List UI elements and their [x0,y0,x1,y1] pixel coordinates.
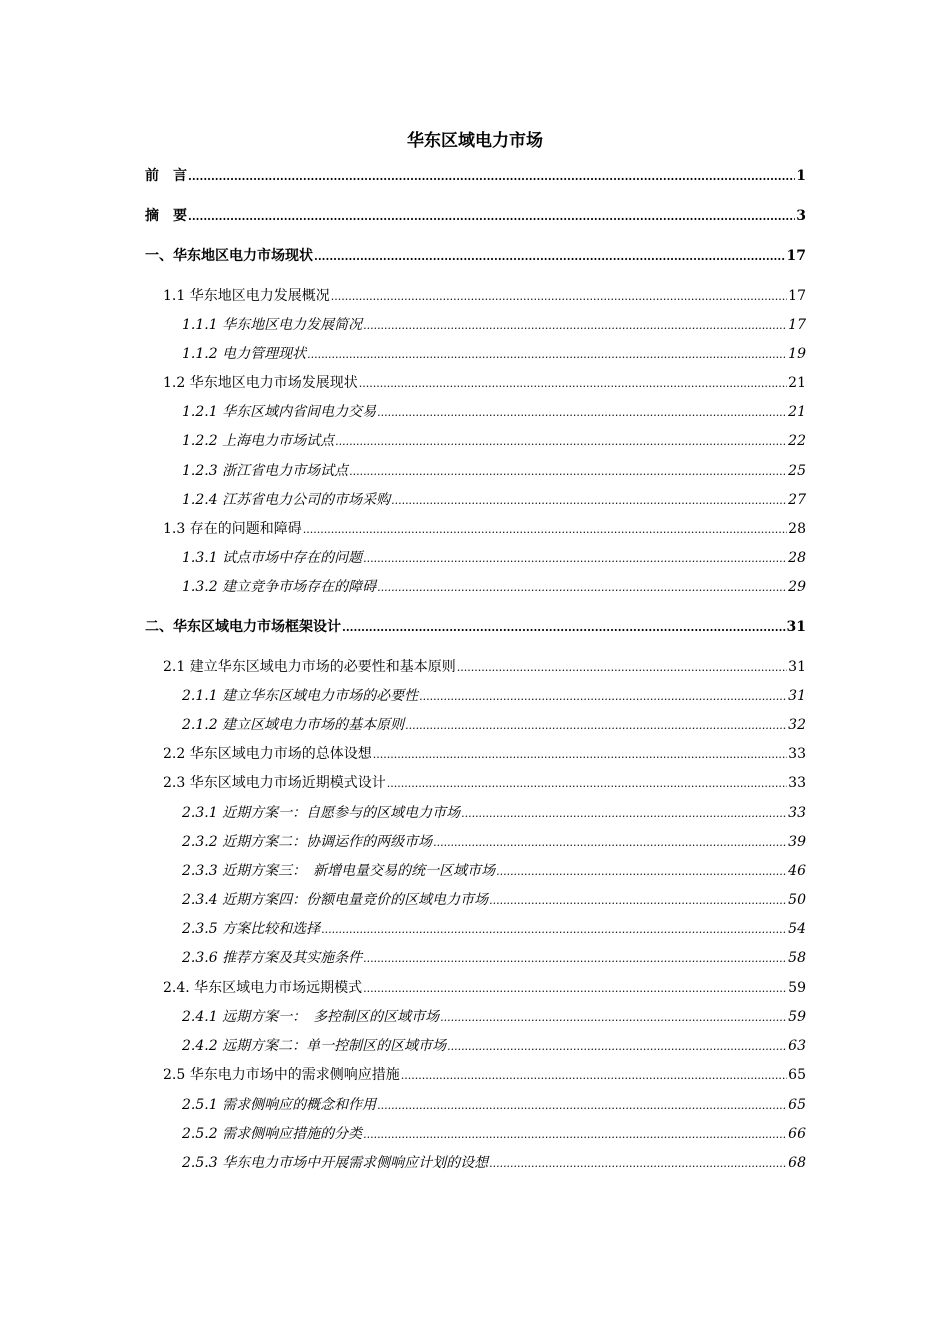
toc-entry-label: 1.2 华东地区电力市场发展现状 [163,375,358,391]
toc-entry-page: 68 [788,1155,806,1171]
toc-leader-dots [496,862,787,882]
toc-entry[interactable] [182,715,806,735]
toc-entry-page: 32 [788,717,806,733]
toc-entry[interactable] [163,286,806,306]
toc-entry[interactable] [145,206,806,226]
toc-leader-dots [321,920,787,940]
toc-entry[interactable] [182,577,806,597]
toc-leader-dots [342,618,786,638]
toc-entry-page: 33 [788,805,806,821]
toc-entry-page: 21 [788,404,806,420]
toc-entry[interactable] [182,344,806,364]
toc-leader-dots [387,774,787,794]
toc-entry-label: 2.4. 华东区域电力市场远期模式 [163,980,363,996]
toc-entry-label: 2.5 华东电力市场中的需求侧响应措施 [163,1067,400,1083]
toc-leader-dots [377,578,787,598]
toc-entry[interactable] [163,773,806,793]
toc-entry-label: 2.3.6 推荐方案及其实施条件 [182,950,363,966]
toc-entry-page: 28 [788,521,806,537]
toc-entry-label: 1.1 华东地区电力发展概况 [163,288,330,304]
toc-entry-label: 2.5.3 华东电力市场中开展需求侧响应计划的设想 [182,1155,489,1171]
toc-entry-page: 19 [788,346,806,362]
toc-entry-label: 1.2.3 浙江省电力市场试点 [182,463,349,479]
toc-entry-label: 1.1.1 华东地区电力发展简况 [182,317,363,333]
toc-entry-page: 46 [788,863,806,879]
toc-entry-page: 39 [788,834,806,850]
toc-entry-label: 摘 要 [145,208,187,224]
toc-entry-label: 1.3.1 试点市场中存在的问题 [182,550,363,566]
toc-entry-page: 65 [788,1097,806,1113]
toc-leader-dots [188,167,795,187]
toc-entry-page: 59 [788,1009,806,1025]
toc-entry-page: 29 [788,579,806,595]
toc-entry[interactable] [182,315,806,335]
toc-entry-page: 31 [788,688,806,704]
toc-entry[interactable] [182,461,806,481]
toc-leader-dots [363,1125,787,1145]
toc-entry[interactable] [182,1153,806,1173]
toc-entry-page: 33 [788,746,806,762]
toc-entry[interactable] [182,1007,806,1027]
toc-entry-label: 2.5.1 需求侧响应的概念和作用 [182,1097,377,1113]
toc-leader-dots [349,462,787,482]
toc-entry[interactable] [163,744,806,764]
toc-entry-page: 54 [788,921,806,937]
toc-entry-label: 2.3.1 近期方案一：自愿参与的区域电力市场 [182,805,461,821]
toc-entry[interactable] [182,490,806,510]
toc-entry-page: 31 [788,659,806,675]
toc-leader-dots [359,374,787,394]
toc-entry-page: 63 [788,1038,806,1054]
toc-leader-dots [405,716,787,736]
toc-leader-dots [489,1154,787,1174]
toc-entry[interactable] [182,1036,806,1056]
toc-entry[interactable] [182,402,806,422]
toc-entry[interactable] [182,548,806,568]
toc-leader-dots [363,316,787,336]
toc-entry-label: 前 言 [145,168,187,184]
toc-entry[interactable] [145,617,806,637]
toc-entry[interactable] [182,1095,806,1115]
toc-leader-dots [331,287,787,307]
toc-entry-label: 2.3.2 近期方案二：协调运作的两级市场 [182,834,433,850]
toc-entry-label: 2.3.4 近期方案四：份额电量竞价的区域电力市场 [182,892,489,908]
toc-leader-dots [489,891,787,911]
toc-leader-dots [440,1008,787,1028]
toc-entry[interactable] [182,890,806,910]
toc-leader-dots [401,1066,787,1086]
toc-entry[interactable] [145,166,806,186]
toc-entry[interactable] [182,1124,806,1144]
toc-entry-page: 17 [788,288,806,304]
toc-entry-page: 31 [786,619,806,635]
toc-entry[interactable] [163,519,806,539]
toc-leader-dots [363,549,787,569]
toc-entry-page: 58 [788,950,806,966]
toc-entry-label: 2.4.2 远期方案二：单一控制区的区域市场 [182,1038,447,1054]
toc-entry-page: 59 [788,980,806,996]
toc-leader-dots [307,345,787,365]
toc-entry-label: 2.1.2 建立区域电力市场的基本原则 [182,717,405,733]
toc-entry[interactable] [182,803,806,823]
toc-entry[interactable] [182,832,806,852]
toc-leader-dots [188,207,795,227]
toc-entry-page: 21 [788,375,806,391]
toc-leader-dots [377,403,787,423]
toc-leader-dots [363,979,787,999]
toc-leader-dots [419,687,787,707]
toc-leader-dots [391,491,787,511]
toc-leader-dots [457,658,787,678]
toc-entry-label: 二、华东区域电力市场框架设计 [145,619,341,635]
toc-entry-label: 1.2.4 江苏省电力公司的市场采购 [182,492,391,508]
toc-entry[interactable] [182,431,806,451]
toc-entry-label: 2.2 华东区域电力市场的总体设想 [163,746,372,762]
document-title: 华东区域电力市场 [407,131,543,151]
toc-entry-page: 17 [788,317,806,333]
toc-entry[interactable] [163,1065,806,1085]
toc-leader-dots [377,1096,787,1116]
toc-entry-page: 27 [788,492,806,508]
toc-entry-label: 一、华东地区电力市场现状 [145,248,313,264]
toc-entry-page: 25 [788,463,806,479]
toc-entry[interactable] [182,861,806,881]
toc-entry-page: 33 [788,775,806,791]
toc-entry-page: 22 [788,433,806,449]
toc-entry-label: 2.3.3 近期方案三： 新增电量交易的统一区域市场 [182,863,496,879]
toc-entry-page: 28 [788,550,806,566]
toc-entry-label: 1.1.2 电力管理现状 [182,346,307,362]
toc-leader-dots [461,804,787,824]
toc-leader-dots [303,520,787,540]
toc-entry-label: 2.1 建立华东区域电力市场的必要性和基本原则 [163,659,456,675]
toc-entry-label: 2.1.1 建立华东区域电力市场的必要性 [182,688,419,704]
toc-entry-label: 2.3 华东区域电力市场近期模式设计 [163,775,386,791]
toc-entry[interactable] [163,373,806,393]
toc-leader-dots [314,247,786,267]
toc-entry-label: 2.5.2 需求侧响应措施的分类 [182,1126,363,1142]
toc-entry[interactable] [163,657,806,677]
toc-entry-label: 1.3 存在的问题和障碍 [163,521,302,537]
toc-leader-dots [373,745,787,765]
toc-entry-page: 1 [796,168,806,184]
toc-entry[interactable] [145,246,806,266]
toc-entry-label: 1.2.2 上海电力市场试点 [182,433,335,449]
toc-entry-label: 1.3.2 建立竞争市场存在的障碍 [182,579,377,595]
toc-entry[interactable] [182,686,806,706]
toc-leader-dots [335,432,787,452]
toc-entry[interactable] [163,978,806,998]
toc-entry-label: 2.4.1 远期方案一： 多控制区的区域市场 [182,1009,440,1025]
toc-entry-label: 1.2.1 华东区域内省间电力交易 [182,404,377,420]
toc-leader-dots [433,833,787,853]
toc-entry-page: 65 [788,1067,806,1083]
toc-entry-page: 50 [788,892,806,908]
toc-leader-dots [447,1037,787,1057]
toc-leader-dots [363,949,787,969]
toc-entry-page: 3 [796,208,806,224]
toc-entry-page: 66 [788,1126,806,1142]
toc-entry[interactable] [182,919,806,939]
toc-entry[interactable] [182,948,806,968]
toc-entry-label: 2.3.5 方案比较和选择 [182,921,321,937]
toc-entry-page: 17 [786,248,806,264]
